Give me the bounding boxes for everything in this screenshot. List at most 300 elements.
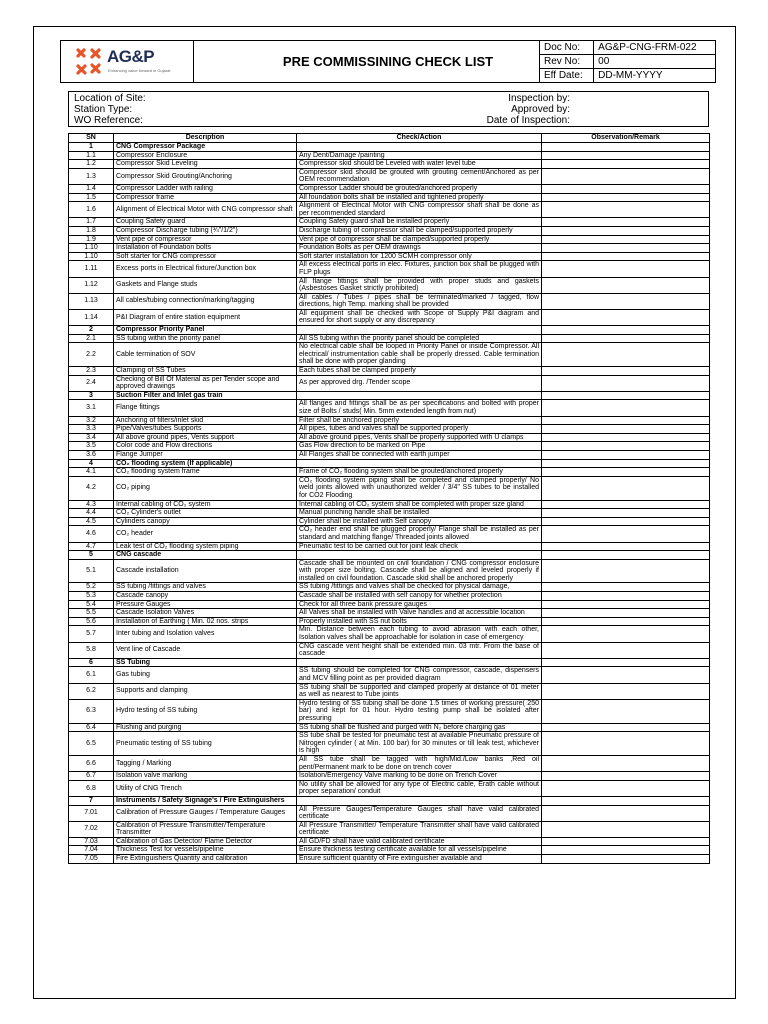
check-action-cell: All equipment shall be checked with Scope of Supply P&I diagram and ensured for short supply or any discrepancy bbox=[297, 309, 542, 325]
check-action-cell bbox=[297, 143, 542, 152]
check-action-cell: CNG cascade vent height shall be extended min. 03 mtr. From the base of cascade bbox=[297, 642, 542, 658]
table-row bbox=[69, 642, 710, 658]
description-cell: Cylinders canopy bbox=[114, 517, 297, 526]
table-row bbox=[69, 226, 710, 235]
observation-remark-cell[interactable] bbox=[542, 526, 710, 542]
observation-remark-cell[interactable] bbox=[542, 433, 710, 442]
check-action-cell: Foundation Bolts as per OEM drawings bbox=[297, 244, 542, 253]
sn-cell: 2.2 bbox=[69, 343, 114, 367]
sn-cell: 1.13 bbox=[69, 293, 114, 309]
sn-cell: 3.2 bbox=[69, 416, 114, 425]
sn-cell: 6 bbox=[69, 658, 114, 667]
observation-remark-cell[interactable] bbox=[542, 375, 710, 391]
table-row bbox=[69, 244, 710, 253]
check-action-cell bbox=[297, 796, 542, 805]
check-action-cell: All GD/FD shall have valid calibrated certificate bbox=[297, 837, 542, 846]
table-header-row bbox=[69, 134, 710, 143]
observation-remark-cell[interactable] bbox=[542, 658, 710, 667]
observation-remark-cell[interactable] bbox=[542, 642, 710, 658]
description-cell: Compressor frame bbox=[114, 193, 297, 202]
description-cell: Cascade Isolation Valves bbox=[114, 609, 297, 618]
description-cell: Tagging / Marking bbox=[114, 755, 297, 771]
check-action-cell: All Valves shall be installed with Valve handles and at accessible location bbox=[297, 609, 542, 618]
table-row bbox=[69, 509, 710, 518]
observation-remark-cell[interactable] bbox=[542, 160, 710, 169]
description-cell: SS Tubing bbox=[114, 658, 297, 667]
doc-no-row bbox=[540, 41, 716, 55]
column-header-observation: Observation/Remark bbox=[542, 134, 710, 143]
table-row bbox=[69, 559, 710, 583]
table-row bbox=[69, 542, 710, 551]
observation-remark-cell[interactable] bbox=[542, 235, 710, 244]
observation-remark-cell[interactable] bbox=[542, 476, 710, 500]
description-cell: Compressor Ladder with railing bbox=[114, 184, 297, 193]
observation-remark-cell[interactable] bbox=[542, 218, 710, 227]
sn-cell: 6.8 bbox=[69, 780, 114, 796]
description-cell: Gaskets and Flange studs bbox=[114, 277, 297, 293]
description-cell: CO₂ flooding system frame bbox=[114, 468, 297, 477]
description-cell: Pressure Gauges bbox=[114, 600, 297, 609]
sn-cell: 1.2 bbox=[69, 160, 114, 169]
observation-remark-cell[interactable] bbox=[542, 600, 710, 609]
sn-cell: 1.12 bbox=[69, 277, 114, 293]
table-row bbox=[69, 780, 710, 796]
description-cell: Fire Extinguishers Quantity and calibration bbox=[114, 855, 297, 864]
sn-cell: 4.7 bbox=[69, 542, 114, 551]
location-of-site-label: Location of Site: bbox=[74, 93, 146, 104]
sn-cell: 2 bbox=[69, 326, 114, 335]
check-action-cell bbox=[297, 459, 542, 468]
observation-remark-cell[interactable] bbox=[542, 193, 710, 202]
document-info-table bbox=[539, 40, 716, 83]
check-action-cell: Properly installed with SS nut bolts bbox=[297, 617, 542, 626]
sn-cell: 1.11 bbox=[69, 261, 114, 277]
description-cell: Suction Filter and Inlet gas train bbox=[114, 391, 297, 400]
description-cell: Isolation valve marking bbox=[114, 772, 297, 781]
description-cell: Internal cabling of CO₂ system bbox=[114, 500, 297, 509]
description-cell: Vent pipe of compressor bbox=[114, 235, 297, 244]
check-action-cell: Discharge tubing of compressor shall be clamped/supported properly bbox=[297, 226, 542, 235]
sn-cell: 7 bbox=[69, 796, 114, 805]
observation-remark-cell[interactable] bbox=[542, 184, 710, 193]
check-action-cell: As per approved drg. /Tender scope bbox=[297, 375, 542, 391]
sn-cell: 6.4 bbox=[69, 723, 114, 732]
description-cell: Compressor Priority Panel bbox=[114, 326, 297, 335]
description-cell: Coupling Safety guard bbox=[114, 218, 297, 227]
table-row bbox=[69, 425, 710, 434]
observation-remark-cell[interactable] bbox=[542, 293, 710, 309]
table-row bbox=[69, 442, 710, 451]
observation-remark-cell[interactable] bbox=[542, 583, 710, 592]
check-action-cell: All Pressure Gauges/Temperature Gauges shall have valid calibrated certificate bbox=[297, 805, 542, 821]
sn-cell: 4.3 bbox=[69, 500, 114, 509]
sn-cell: 5.6 bbox=[69, 617, 114, 626]
sn-cell: 1.10 bbox=[69, 252, 114, 261]
section-row bbox=[69, 143, 710, 152]
description-cell: Clamping of SS Tubes bbox=[114, 367, 297, 376]
sn-cell: 4.4 bbox=[69, 509, 114, 518]
description-cell: SS tubing within the priority panel bbox=[114, 334, 297, 343]
eff-date-row bbox=[540, 69, 716, 83]
sn-cell: 3.6 bbox=[69, 450, 114, 459]
check-action-cell: Ensure thickness testing certificate available for all vessels/pipeline bbox=[297, 846, 542, 855]
table-row bbox=[69, 293, 710, 309]
section-row bbox=[69, 796, 710, 805]
sn-cell: 1.5 bbox=[69, 193, 114, 202]
description-cell: Anchoring of filters/inlet skid bbox=[114, 416, 297, 425]
description-cell: CNG cascade bbox=[114, 551, 297, 560]
observation-remark-cell[interactable] bbox=[542, 772, 710, 781]
sn-cell: 3 bbox=[69, 391, 114, 400]
check-action-cell: Ensure sufficient quantity of Fire extinguisher available and bbox=[297, 855, 542, 864]
check-action-cell: Cylinder shall be installed with Self canopy bbox=[297, 517, 542, 526]
observation-remark-cell[interactable] bbox=[542, 780, 710, 796]
sn-cell: 5.4 bbox=[69, 600, 114, 609]
check-action-cell: SS tubing shall be flushed and purged with N₂ before charging gas bbox=[297, 723, 542, 732]
check-action-cell: SS tubing should be completed for CNG compressor, cascade, dispensers and MCV filling point as per provided diagram bbox=[297, 667, 542, 683]
rev-no-label: Rev No: bbox=[540, 55, 594, 69]
observation-remark-cell[interactable] bbox=[542, 755, 710, 771]
logo-box bbox=[60, 40, 194, 83]
table-row bbox=[69, 416, 710, 425]
observation-remark-cell[interactable] bbox=[542, 846, 710, 855]
description-cell: CO₂ header bbox=[114, 526, 297, 542]
observation-remark-cell[interactable] bbox=[542, 509, 710, 518]
table-row bbox=[69, 500, 710, 509]
observation-remark-cell[interactable] bbox=[542, 309, 710, 325]
sn-cell: 4 bbox=[69, 459, 114, 468]
description-cell: Vent line of Cascade bbox=[114, 642, 297, 658]
table-row bbox=[69, 450, 710, 459]
sn-cell: 1.4 bbox=[69, 184, 114, 193]
sn-cell: 7.02 bbox=[69, 821, 114, 837]
description-cell: CO₂ piping bbox=[114, 476, 297, 500]
observation-remark-cell[interactable] bbox=[542, 796, 710, 805]
sn-cell: 5.3 bbox=[69, 592, 114, 601]
table-row bbox=[69, 160, 710, 169]
sn-cell: 1.7 bbox=[69, 218, 114, 227]
sn-cell: 1.6 bbox=[69, 202, 114, 218]
check-action-cell: Any Dent/Damage /painting bbox=[297, 151, 542, 160]
inspection-by-label: Inspection by: bbox=[508, 93, 570, 104]
observation-remark-cell[interactable] bbox=[542, 551, 710, 560]
check-action-cell: All Flanges shall be connected with earth jumper bbox=[297, 450, 542, 459]
table-row bbox=[69, 517, 710, 526]
table-row bbox=[69, 202, 710, 218]
description-cell: Gas tubing bbox=[114, 667, 297, 683]
check-action-cell: All Pressure Transmitter/ Temperature Transmitter shall have valid calibrated certificate bbox=[297, 821, 542, 837]
description-cell: Checking of Bill Of Material as per Tender scope and approved drawings bbox=[114, 375, 297, 391]
description-cell: Compressor Discharge tubing (¾"/1/2") bbox=[114, 226, 297, 235]
observation-remark-cell[interactable] bbox=[542, 334, 710, 343]
sn-cell: 7.05 bbox=[69, 855, 114, 864]
check-action-cell: Coupling Safety guard shall be installed properly bbox=[297, 218, 542, 227]
table-row bbox=[69, 732, 710, 756]
sn-cell: 5.2 bbox=[69, 583, 114, 592]
sn-cell: 4.2 bbox=[69, 476, 114, 500]
description-cell: Calibration of Gas Detector/ Flame Detector bbox=[114, 837, 297, 846]
wo-reference-label: WO Reference: bbox=[74, 115, 143, 126]
description-cell: Cascade canopy bbox=[114, 592, 297, 601]
check-action-cell: Internal cabling of CO₂ system shall be completed with proper size gland bbox=[297, 500, 542, 509]
check-action-cell: All SS tube shall be tagged with high/Mid./Low banks ,Red oil pent/Permanent mark to be done on trench cover bbox=[297, 755, 542, 771]
observation-remark-cell[interactable] bbox=[542, 683, 710, 699]
observation-remark-cell[interactable] bbox=[542, 821, 710, 837]
check-action-cell: Hydro testing of SS tubing shall be done 1.5 times of working pressure( 250 bar) and kept for 01 hour. Hydro testing pump shall be isolated after pressuring bbox=[297, 699, 542, 723]
description-cell: SS tubing /fittings and valves bbox=[114, 583, 297, 592]
logo-tagline: Enhancing value forward in Gujarat bbox=[108, 68, 171, 73]
table-row bbox=[69, 805, 710, 821]
description-cell: Pipe/Valves/tubes Supports bbox=[114, 425, 297, 434]
observation-remark-cell[interactable] bbox=[542, 468, 710, 477]
section-row bbox=[69, 326, 710, 335]
check-action-cell: Compressor Ladder should be grouted/anchored properly bbox=[297, 184, 542, 193]
sn-cell: 6.5 bbox=[69, 732, 114, 756]
check-action-cell: All pipes, tubes and valves shall be supported properly bbox=[297, 425, 542, 434]
table-row bbox=[69, 343, 710, 367]
table-row bbox=[69, 723, 710, 732]
sn-cell: 7.04 bbox=[69, 846, 114, 855]
observation-remark-cell[interactable] bbox=[542, 459, 710, 468]
check-action-cell: Cascade shall be mounted on civil foundation / CNG compressor enclosure with proper size bolting. Cascade shall be aligned and leveled properly if installed on civil foundation. Cascade skid shall be anchored properly bbox=[297, 559, 542, 583]
observation-remark-cell[interactable] bbox=[542, 143, 710, 152]
description-cell: Compressor Skid Leveling bbox=[114, 160, 297, 169]
check-action-cell bbox=[297, 326, 542, 335]
check-action-cell: No utility shall be allowed for any type of Electric cable, Erath cable without proper separation/ conduit bbox=[297, 780, 542, 796]
observation-remark-cell[interactable] bbox=[542, 151, 710, 160]
description-cell: Compressor Skid Grouting/Anchoring bbox=[114, 168, 297, 184]
description-cell: Supports and clamping bbox=[114, 683, 297, 699]
observation-remark-cell[interactable] bbox=[542, 592, 710, 601]
observation-remark-cell[interactable] bbox=[542, 732, 710, 756]
table-row bbox=[69, 218, 710, 227]
table-row bbox=[69, 821, 710, 837]
sn-cell: 4.5 bbox=[69, 517, 114, 526]
check-action-cell: Cascade shall be installed with self canopy for whether protection bbox=[297, 592, 542, 601]
sn-cell: 3.3 bbox=[69, 425, 114, 434]
table-row bbox=[69, 235, 710, 244]
check-action-cell: CO₂ flooding system piping shall be completed and clamped properly/ No weld joints allowed with unauthorized welder / 3/4" SS tubes to be installed for CO2 Flooding bbox=[297, 476, 542, 500]
description-cell: Flange Jumper bbox=[114, 450, 297, 459]
rev-no-value: 00 bbox=[594, 55, 716, 69]
table-row bbox=[69, 468, 710, 477]
observation-remark-cell[interactable] bbox=[542, 517, 710, 526]
observation-remark-cell[interactable] bbox=[542, 168, 710, 184]
approved-by-label: Approved by: bbox=[511, 104, 570, 115]
description-cell: Flange fittings bbox=[114, 400, 297, 416]
table-row bbox=[69, 433, 710, 442]
description-cell: Color code and Flow directions bbox=[114, 442, 297, 451]
check-action-cell: Gas Flow direction to be marked on Pipe bbox=[297, 442, 542, 451]
observation-remark-cell[interactable] bbox=[542, 559, 710, 583]
observation-remark-cell[interactable] bbox=[542, 391, 710, 400]
sn-cell: 5 bbox=[69, 551, 114, 560]
observation-remark-cell[interactable] bbox=[542, 617, 710, 626]
check-action-cell: Alignment of Electrical Motor with CNG compressor shaft shall be done as per recommended standard bbox=[297, 202, 542, 218]
table-row bbox=[69, 375, 710, 391]
description-cell: Thickness Test for vessels/pipeline bbox=[114, 846, 297, 855]
observation-remark-cell[interactable] bbox=[542, 252, 710, 261]
sn-cell: 6.2 bbox=[69, 683, 114, 699]
sn-cell: 1 bbox=[69, 143, 114, 152]
description-cell: Cascade installation bbox=[114, 559, 297, 583]
sn-cell: 6.3 bbox=[69, 699, 114, 723]
table-row bbox=[69, 617, 710, 626]
table-row bbox=[69, 626, 710, 642]
description-cell: Calibration of Pressure Transmitter/Temperature Transmitter bbox=[114, 821, 297, 837]
logo-text: AG&P bbox=[107, 47, 155, 66]
observation-remark-cell[interactable] bbox=[542, 226, 710, 235]
check-action-cell: Isolation/Emergency Valve marking to be done on Trench Cover bbox=[297, 772, 542, 781]
check-action-cell: All excess electrical ports in elec. Fixtures, junction box shall be plugged with FLP plugs bbox=[297, 261, 542, 277]
table-row bbox=[69, 277, 710, 293]
sn-cell: 1.10 bbox=[69, 244, 114, 253]
check-action-cell: Frame of CO₂ flooding system shall be grouted/anchored properly bbox=[297, 468, 542, 477]
sn-cell: 4.6 bbox=[69, 526, 114, 542]
check-action-cell: SS tubing /fittings and valves shall be checked for physical damage, bbox=[297, 583, 542, 592]
observation-remark-cell[interactable] bbox=[542, 343, 710, 367]
table-row bbox=[69, 837, 710, 846]
table-row bbox=[69, 699, 710, 723]
observation-remark-cell[interactable] bbox=[542, 626, 710, 642]
description-cell: Cable termination of SOV bbox=[114, 343, 297, 367]
sn-cell: 6.1 bbox=[69, 667, 114, 683]
column-header-description: Description bbox=[114, 134, 297, 143]
table-row bbox=[69, 309, 710, 325]
observation-remark-cell[interactable] bbox=[542, 805, 710, 821]
sn-cell: 2.4 bbox=[69, 375, 114, 391]
table-row bbox=[69, 772, 710, 781]
page-title: PRE COMMISSINING CHECK LIST bbox=[194, 40, 582, 83]
table-row bbox=[69, 334, 710, 343]
table-row bbox=[69, 526, 710, 542]
observation-remark-cell[interactable] bbox=[542, 400, 710, 416]
table-row bbox=[69, 400, 710, 416]
observation-remark-cell[interactable] bbox=[542, 723, 710, 732]
doc-no-value: AG&P-CNG-FRM-022 bbox=[594, 41, 716, 55]
observation-remark-cell[interactable] bbox=[542, 450, 710, 459]
table-row bbox=[69, 476, 710, 500]
table-row bbox=[69, 261, 710, 277]
check-action-cell: Vent pipe of compressor shall be clamped/supported properly bbox=[297, 235, 542, 244]
observation-remark-cell[interactable] bbox=[542, 609, 710, 618]
description-cell: Pneumatic testing of SS tubing bbox=[114, 732, 297, 756]
table-row bbox=[69, 683, 710, 699]
table-row bbox=[69, 184, 710, 193]
observation-remark-cell[interactable] bbox=[542, 277, 710, 293]
section-row bbox=[69, 459, 710, 468]
description-cell: CO₂ Cylinder's outlet bbox=[114, 509, 297, 518]
observation-remark-cell[interactable] bbox=[542, 855, 710, 864]
observation-remark-cell[interactable] bbox=[542, 326, 710, 335]
sn-cell: 1.1 bbox=[69, 151, 114, 160]
column-header-check-action: Check/Action bbox=[297, 134, 542, 143]
table-row bbox=[69, 367, 710, 376]
check-action-cell: SS tubing shall be supported and clamped properly at distance of 01 meter as well as nearest to Tube joints bbox=[297, 683, 542, 699]
description-cell: Compressor Enclosure bbox=[114, 151, 297, 160]
sn-cell: 5.7 bbox=[69, 626, 114, 642]
check-action-cell: Check for all three bank pressure gauges bbox=[297, 600, 542, 609]
observation-remark-cell[interactable] bbox=[542, 699, 710, 723]
checklist-rows bbox=[69, 143, 710, 864]
observation-remark-cell[interactable] bbox=[542, 667, 710, 683]
description-cell: CNG Compressor Package bbox=[114, 143, 297, 152]
description-cell: Soft starter for CNG compressor bbox=[114, 252, 297, 261]
description-cell: All above ground pipes, Vents support bbox=[114, 433, 297, 442]
check-action-cell: Compressor skid should be grouted with grouting cement/Anchored as per OEM recommendation bbox=[297, 168, 542, 184]
sn-cell: 2.3 bbox=[69, 367, 114, 376]
table-row bbox=[69, 846, 710, 855]
observation-remark-cell[interactable] bbox=[542, 542, 710, 551]
sn-cell: 5.8 bbox=[69, 642, 114, 658]
sn-cell: 2.1 bbox=[69, 334, 114, 343]
sn-cell: 6.6 bbox=[69, 755, 114, 771]
eff-date-value: DD-MM-YYYY bbox=[594, 69, 716, 83]
table-row bbox=[69, 151, 710, 160]
observation-remark-cell[interactable] bbox=[542, 442, 710, 451]
table-row bbox=[69, 193, 710, 202]
check-action-cell: Filter shall be anchored properly bbox=[297, 416, 542, 425]
check-action-cell: All SS tubing within the priority panel should be completed bbox=[297, 334, 542, 343]
observation-remark-cell[interactable] bbox=[542, 244, 710, 253]
table-row bbox=[69, 755, 710, 771]
observation-remark-cell[interactable] bbox=[542, 416, 710, 425]
description-cell: Utility of CNG Trench bbox=[114, 780, 297, 796]
check-action-cell: Pneumatic test to be carried out for joint leak check bbox=[297, 542, 542, 551]
column-header-sn: SN bbox=[69, 134, 114, 143]
table-row bbox=[69, 855, 710, 864]
inspection-info-box bbox=[68, 91, 709, 127]
table-row bbox=[69, 609, 710, 618]
check-action-cell: All above ground pipes, Vents shall be properly supported with U clamps bbox=[297, 433, 542, 442]
check-action-cell: CO₂ header end shall be plugged properly/ Flange shall be installed as per standard and matching flange/ Threaded joints allowed bbox=[297, 526, 542, 542]
doc-no-label: Doc No: bbox=[540, 41, 594, 55]
sn-cell: 1.8 bbox=[69, 226, 114, 235]
check-action-cell: All flanges and fittings shall be as per specifications and bolted with proper size of Bolts / studs( Min. 5mm extended length from nut) bbox=[297, 400, 542, 416]
sn-cell: 6.7 bbox=[69, 772, 114, 781]
check-action-cell: All foundation bolts shall be installed and tightened properly bbox=[297, 193, 542, 202]
observation-remark-cell[interactable] bbox=[542, 500, 710, 509]
check-action-cell bbox=[297, 658, 542, 667]
observation-remark-cell[interactable] bbox=[542, 837, 710, 846]
observation-remark-cell[interactable] bbox=[542, 202, 710, 218]
description-cell: Excess ports in Electrical fixture/Junction box bbox=[114, 261, 297, 277]
check-action-cell: Compressor skid should be Leveled with water level tube bbox=[297, 160, 542, 169]
observation-remark-cell[interactable] bbox=[542, 425, 710, 434]
eff-date-label: Eff Date: bbox=[540, 69, 594, 83]
sn-cell: 3.5 bbox=[69, 442, 114, 451]
document-header bbox=[60, 40, 716, 83]
table-row bbox=[69, 168, 710, 184]
description-cell: Installation of Foundation bolts bbox=[114, 244, 297, 253]
sn-cell: 7.01 bbox=[69, 805, 114, 821]
check-action-cell: Soft starter installation for 1200 SCMH compressor only bbox=[297, 252, 542, 261]
observation-remark-cell[interactable] bbox=[542, 367, 710, 376]
check-action-cell: No electrical cable shall be looped in Priority Panel or inside Compressor. All electrical/ instrumentation cable shall be properly dressed. Cable termination shall be done with proper glanding bbox=[297, 343, 542, 367]
section-row bbox=[69, 391, 710, 400]
sn-cell: 3.1 bbox=[69, 400, 114, 416]
description-cell: Flushing and purging bbox=[114, 723, 297, 732]
table-row bbox=[69, 600, 710, 609]
section-row bbox=[69, 551, 710, 560]
sn-cell: 1.14 bbox=[69, 309, 114, 325]
sn-cell: 4.1 bbox=[69, 468, 114, 477]
sn-cell: 1.3 bbox=[69, 168, 114, 184]
check-action-cell: SS tube shall be tested for pneumatic test at available Pneumatic pressure of Nitrogen cylinder ( at Min. 100 bar) for 30 minutes or till leak test, whichever is high bbox=[297, 732, 542, 756]
check-action-cell: Each tubes shall be clamped properly bbox=[297, 367, 542, 376]
table-row bbox=[69, 667, 710, 683]
observation-remark-cell[interactable] bbox=[542, 261, 710, 277]
